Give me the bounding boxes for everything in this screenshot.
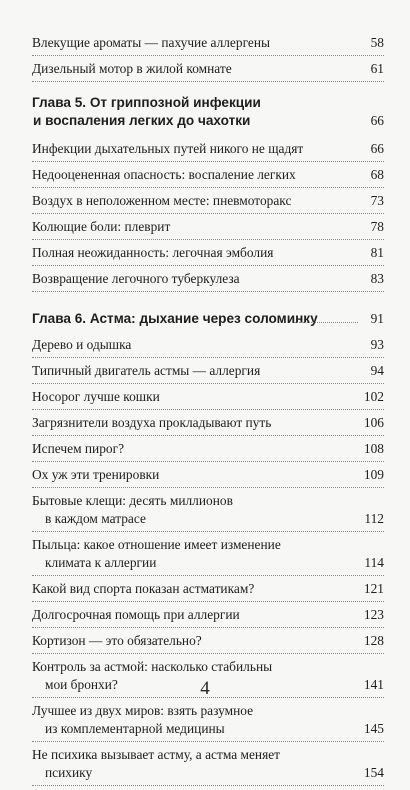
toc-entry-page-number: 141 [363,677,384,692]
toc-entry-page-number: 68 [370,167,384,182]
toc-entry-title-line: Испечем пирог? [32,441,125,456]
toc-entry-title-line: Загрязнители воздуха прокладывают путь [32,415,272,430]
chapter-title-line: и воспаления легких до чахотки [33,113,251,128]
toc-entry [32,536,384,576]
toc-entry-title-line: Колющие боли: плеврит [32,219,171,234]
toc-entry [32,362,384,384]
toc-group-chapter-5 [32,140,384,292]
toc-entry-page-number: 128 [363,633,384,648]
toc-group-top [32,34,384,82]
toc-entry-page-number: 112 [364,511,384,526]
toc-entry-title-line: Носорог лучше кошки [32,389,160,404]
toc-entry-page-number: 123 [363,607,384,622]
toc-entry [32,60,384,82]
toc-entry-title-line: Лучшее из двух миров: взять разумное [32,703,254,718]
toc-entry-title-line: Влекущие ароматы — пахучие аллергены [32,35,270,50]
toc-entry [32,606,384,628]
toc-entry [32,140,384,162]
toc-entry [32,466,384,488]
chapter-title-line: Глава 6. Астма: дыхание через соломинку [32,311,318,326]
toc-entry-title-line: климата к аллергии [45,555,157,570]
toc-entry-page-number: 73 [370,193,384,208]
toc-entry-page-number: 83 [370,271,384,286]
toc-entry-page-number: 102 [363,389,384,404]
toc-entry [32,244,384,266]
toc-entry [32,702,384,742]
toc-entry-page-number: 106 [363,415,384,430]
toc-entry-title-line: Пыльца: какое отношение имеет изменение [32,537,281,552]
chapter-heading [32,310,384,328]
toc-entry-page-number: 154 [363,765,384,780]
toc-entry [32,218,384,240]
toc-entry-title-line: Дизельный мотор в жилой комнате [32,61,232,76]
toc-entry-title-line: Полная неожиданность: легочная эмболия [32,245,274,260]
toc-entry-title-line: Возвращение легочного туберкулеза [32,271,240,286]
toc-entry-page-number: 61 [370,61,384,76]
toc-entry-title-line: психику [45,765,93,780]
toc-entry-title-line: Ох уж эти тренировки [32,467,160,482]
toc-entry-page-number: 109 [363,467,384,482]
toc-entry-page-number: 145 [363,721,384,736]
toc-entry-title-line: Дерево и одышка [32,337,132,352]
toc-entry-title-line: Типичный двигатель астмы — аллергия [32,363,261,378]
toc-entry-title-line: в каждом матрасе [45,511,146,526]
toc-entry-page-number: 78 [370,219,384,234]
toc-entry [32,414,384,436]
toc-entry-page-number: 58 [370,35,384,50]
toc-group-chapter-6 [32,336,384,786]
toc-entry-title-line: Кортизон — это обязательно? [32,633,202,648]
toc-entry-page-number: 108 [363,441,384,456]
chapter-page-number: 91 [370,311,384,326]
toc-entry-page-number: 81 [370,245,384,260]
toc-entry [32,388,384,410]
toc-entry-page-number: 93 [370,337,384,352]
toc-entry-title-line: Воздух в неположенном месте: пневмоторакс [32,193,292,208]
toc-entry [32,166,384,188]
page-folio: 4 [200,678,210,699]
toc-entry-title-line: Долгосрочная помощь при аллергии [32,607,240,622]
leader-dots [294,322,358,323]
toc-entry-page-number: 66 [370,141,384,156]
toc-entry-title-line: Бытовые клещи: десять миллионов [32,493,233,508]
toc-entry-title-line: из комплементарной медицины [45,721,225,736]
toc-entry [32,580,384,602]
toc-entry [32,270,384,292]
toc-entry [32,440,384,462]
toc-entry-page-number: 94 [370,363,384,378]
toc-entry [32,492,384,532]
toc-entry-title-line: Недооцененная опасность: воспаление легких [32,167,296,182]
toc-entry [32,632,384,654]
toc-entry-title-line: Инфекции дыхательных путей никого не щадят [32,141,304,156]
toc-entry [32,746,384,786]
chapter-title-line: Глава 5. От гриппозной инфекции [32,95,261,110]
table-of-contents [32,34,384,790]
toc-entry-page-number: 114 [364,555,384,570]
toc-entry [32,34,384,56]
toc-entry-title-line: Не психика вызывает астму, а астма меняет [32,747,281,762]
toc-entry-title-line: Контроль за астмой: насколько стабильны [32,659,273,674]
chapter-heading [32,94,384,130]
toc-entry-page-number: 121 [363,581,384,596]
chapter-page-number: 66 [370,113,384,128]
toc-entry-title-line: мои бронхи? [45,677,118,692]
toc-entry [32,336,384,358]
toc-entry-title-line: Какой вид спорта показан астматикам? [32,581,255,596]
toc-entry [32,192,384,214]
